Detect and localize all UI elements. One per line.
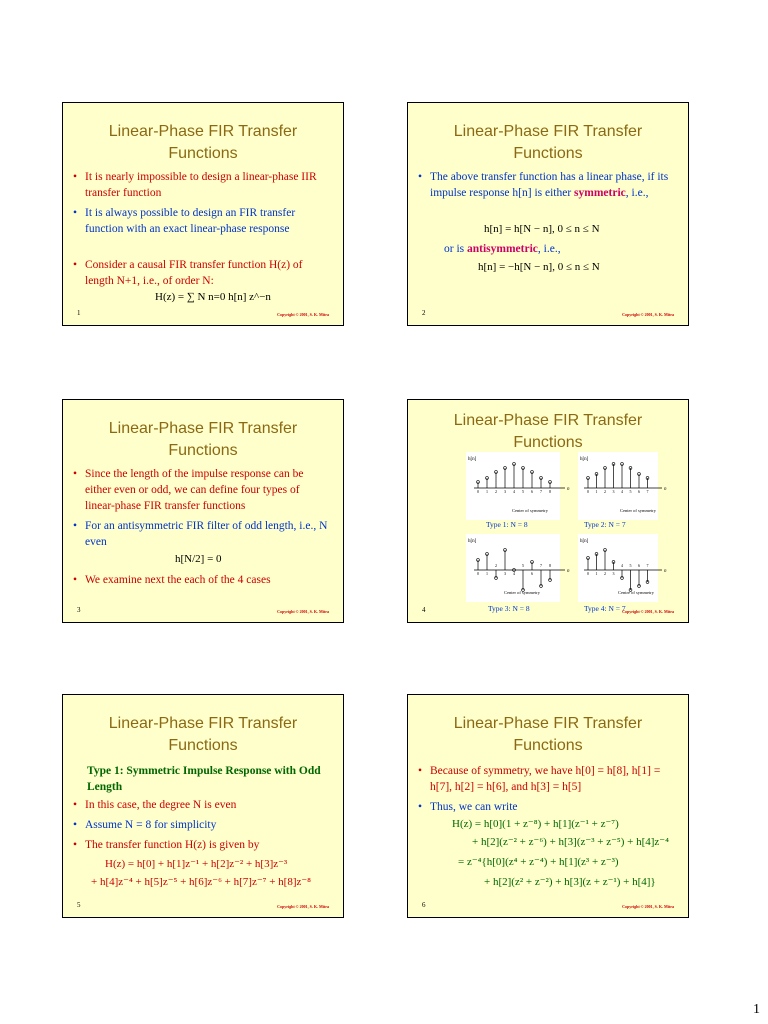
plot-tick-label: 5 bbox=[522, 563, 524, 568]
or-line: or is antisymmetric, i.e., bbox=[444, 243, 561, 255]
slide-title: Linear-Phase FIR Transfer Functions bbox=[453, 412, 643, 451]
copyright: Copyright © 2001, S. K. Mitra bbox=[622, 312, 674, 317]
slide-title: Linear-Phase FIR Transfer Functions bbox=[108, 420, 298, 459]
plot-tick-label: 4 bbox=[621, 563, 623, 568]
plot-ylabel: h[n] bbox=[468, 539, 477, 544]
copyright: Copyright © 2001, S. K. Mitra bbox=[622, 904, 674, 909]
equation: + h[2](z⁻² + z⁻⁶) + h[3](z⁻³ + z⁻⁵) + h[4]z⁻⁴ bbox=[472, 836, 669, 848]
slide-number: 2 bbox=[422, 309, 426, 317]
bullet: • It is always possible to design an FIR transfer function with an exact linear-phase response bbox=[73, 207, 296, 235]
equation: + h[2](z² + z⁻²) + h[3](z + z⁻¹) + h[4]} bbox=[484, 876, 656, 888]
bullet: • We examine next the each of the 4 cases bbox=[73, 574, 271, 586]
slide-3[interactable] bbox=[62, 399, 344, 623]
equation: H(z) = h[0] + h[1]z⁻¹ + h[2]z⁻² + h[3]z⁻³ bbox=[105, 858, 288, 870]
slide-2[interactable] bbox=[407, 102, 689, 326]
impulse-response-plots bbox=[408, 400, 690, 624]
plot-tick-label: 4 bbox=[621, 489, 623, 494]
plot-tick-label: 1 bbox=[486, 571, 488, 576]
plot-tick-label: 2 bbox=[604, 489, 606, 494]
plot-tick-label: 6 bbox=[531, 571, 533, 576]
plot-tick-label: 8 bbox=[549, 489, 551, 494]
bullet: • Consider a causal FIR transfer function H(z) of length N+1, i.e., of order N: bbox=[73, 259, 303, 287]
plot-tick-label: 6 bbox=[638, 489, 640, 494]
plot-tick-label: 7 bbox=[646, 563, 649, 568]
plot-axis-label: n bbox=[664, 569, 667, 574]
plot-tick-label: 5 bbox=[629, 563, 632, 568]
plot-tick-label: 2 bbox=[495, 563, 497, 568]
copyright: Copyright © 2001, S. K. Mitra bbox=[277, 904, 329, 909]
plot-ylabel: h[n] bbox=[468, 457, 477, 462]
plot-axis-label: n bbox=[567, 487, 570, 492]
plot-axis-label: n bbox=[664, 487, 667, 492]
page-number: 1 bbox=[753, 1002, 760, 1017]
plot-tick-label: 8 bbox=[549, 563, 551, 568]
bullet: • It is nearly impossible to design a linear-phase IIR transfer function bbox=[73, 171, 317, 199]
plot-tick-label: 1 bbox=[595, 571, 598, 576]
plot-tick-label: 2 bbox=[604, 571, 606, 576]
plot-tick-label: 1 bbox=[486, 489, 488, 494]
plot-caption: Type 4: N = 7 bbox=[584, 604, 626, 613]
slide-4[interactable] bbox=[407, 399, 689, 623]
copyright: Copyright © 2001, S. K. Mitra bbox=[277, 609, 329, 614]
slide-5[interactable] bbox=[62, 694, 344, 918]
slide-number: 5 bbox=[77, 901, 81, 909]
bullet: • Assume N = 8 for simplicity bbox=[73, 819, 217, 831]
copyright: Copyright © 2001, S. K. Mitra bbox=[277, 312, 329, 317]
equation-symmetric: h[n] = h[N − n], 0 ≤ n ≤ N bbox=[484, 223, 600, 235]
plot-tick-label: 7 bbox=[646, 489, 649, 494]
plot-axis-label: n bbox=[567, 569, 570, 574]
bullet: • Thus, we can write bbox=[418, 801, 518, 813]
plot-tick-label: 7 bbox=[540, 489, 542, 494]
slide-title: Linear-Phase FIR Transfer Functions bbox=[453, 123, 643, 162]
bullet: • Since the length of the impulse response can be either even or odd, we can define four types of linear-phase FIR transfer functions bbox=[73, 468, 304, 512]
plot-tick-label: 2 bbox=[495, 489, 497, 494]
plot-tick-label: 5 bbox=[629, 489, 632, 494]
equation: = z⁻⁴{h[0](z⁴ + z⁻⁴) + h[1](z³ + z⁻³) bbox=[458, 856, 619, 868]
plot-tick-label: 6 bbox=[638, 563, 640, 568]
slide-1[interactable] bbox=[62, 102, 344, 326]
bullet: • The transfer function H(z) is given by bbox=[73, 839, 260, 851]
slide-title: Linear-Phase FIR Transfer Functions bbox=[453, 715, 643, 754]
slide-title: Linear-Phase FIR Transfer Functions bbox=[108, 123, 298, 162]
slide-6[interactable] bbox=[407, 694, 689, 918]
plot-symmetry-label: Center of symmetry bbox=[620, 508, 656, 513]
equation: H(z) = ∑ N n=0 h[n] z^−n bbox=[155, 291, 271, 303]
plot-tick-label: 5 bbox=[522, 489, 524, 494]
plot-tick-label: 0 bbox=[477, 571, 479, 576]
equation: H(z) = h[0](1 + z⁻⁸) + h[1](z⁻¹ + z⁻⁷) bbox=[452, 818, 619, 830]
bullet: • The above transfer function has a linear phase, if its impulse response h[n] is either symmetric, i.e., bbox=[418, 171, 669, 199]
slide-number: 6 bbox=[422, 901, 426, 909]
slide-number: 3 bbox=[77, 606, 81, 614]
plot-tick-label: 3 bbox=[504, 571, 506, 576]
plot-ylabel: h[n] bbox=[580, 457, 589, 462]
plot-tick-label: 3 bbox=[612, 571, 615, 576]
plot-tick-label: 0 bbox=[477, 489, 479, 494]
plot-tick-label: 0 bbox=[587, 489, 589, 494]
copyright: Copyright © 2001, S. K. Mitra bbox=[622, 609, 674, 614]
slide-number: 1 bbox=[77, 309, 81, 317]
plot-tick-label: 6 bbox=[531, 489, 533, 494]
plot-caption: Type 2: N = 7 bbox=[584, 520, 626, 529]
plot-tick-label: 1 bbox=[595, 489, 598, 494]
plot-symmetry-label: Center of symmetry bbox=[504, 590, 540, 595]
plot-tick-label: 4 bbox=[513, 571, 515, 576]
plot-symmetry-label: Center of symmetry bbox=[512, 508, 548, 513]
plot-caption: Type 1: N = 8 bbox=[486, 520, 528, 529]
equation: h[N/2] = 0 bbox=[175, 553, 222, 565]
plot-tick-label: 0 bbox=[587, 571, 589, 576]
plot-tick-label: 7 bbox=[540, 563, 542, 568]
equation-antisymmetric: h[n] = −h[N − n], 0 ≤ n ≤ N bbox=[478, 261, 600, 273]
bullet: • In this case, the degree N is even bbox=[73, 799, 237, 811]
plot-symmetry-label: Centre of symmetry bbox=[618, 590, 654, 595]
plot-tick-label: 4 bbox=[513, 489, 515, 494]
bullet: • Because of symmetry, we have h[0] = h[8], h[1] = h[7], h[2] = h[6], and h[3] = h[5] bbox=[418, 765, 661, 793]
subheading: Type 1: Symmetric Impulse Response with Odd Length bbox=[87, 765, 321, 793]
plot-ylabel: h[n] bbox=[580, 539, 589, 544]
slide-number: 4 bbox=[422, 606, 426, 614]
bullet: • For an antisymmetric FIR filter of odd length, i.e., N even bbox=[73, 520, 328, 548]
plot-tick-label: 3 bbox=[504, 489, 506, 494]
slide-title: Linear-Phase FIR Transfer Functions bbox=[108, 715, 298, 754]
plot-tick-label: 3 bbox=[612, 489, 615, 494]
plot-caption: Type 3: N = 8 bbox=[488, 604, 530, 613]
equation: + h[4]z⁻⁴ + h[5]z⁻⁵ + h[6]z⁻⁶ + h[7]z⁻⁷ + h[8]z⁻⁸ bbox=[91, 876, 312, 888]
